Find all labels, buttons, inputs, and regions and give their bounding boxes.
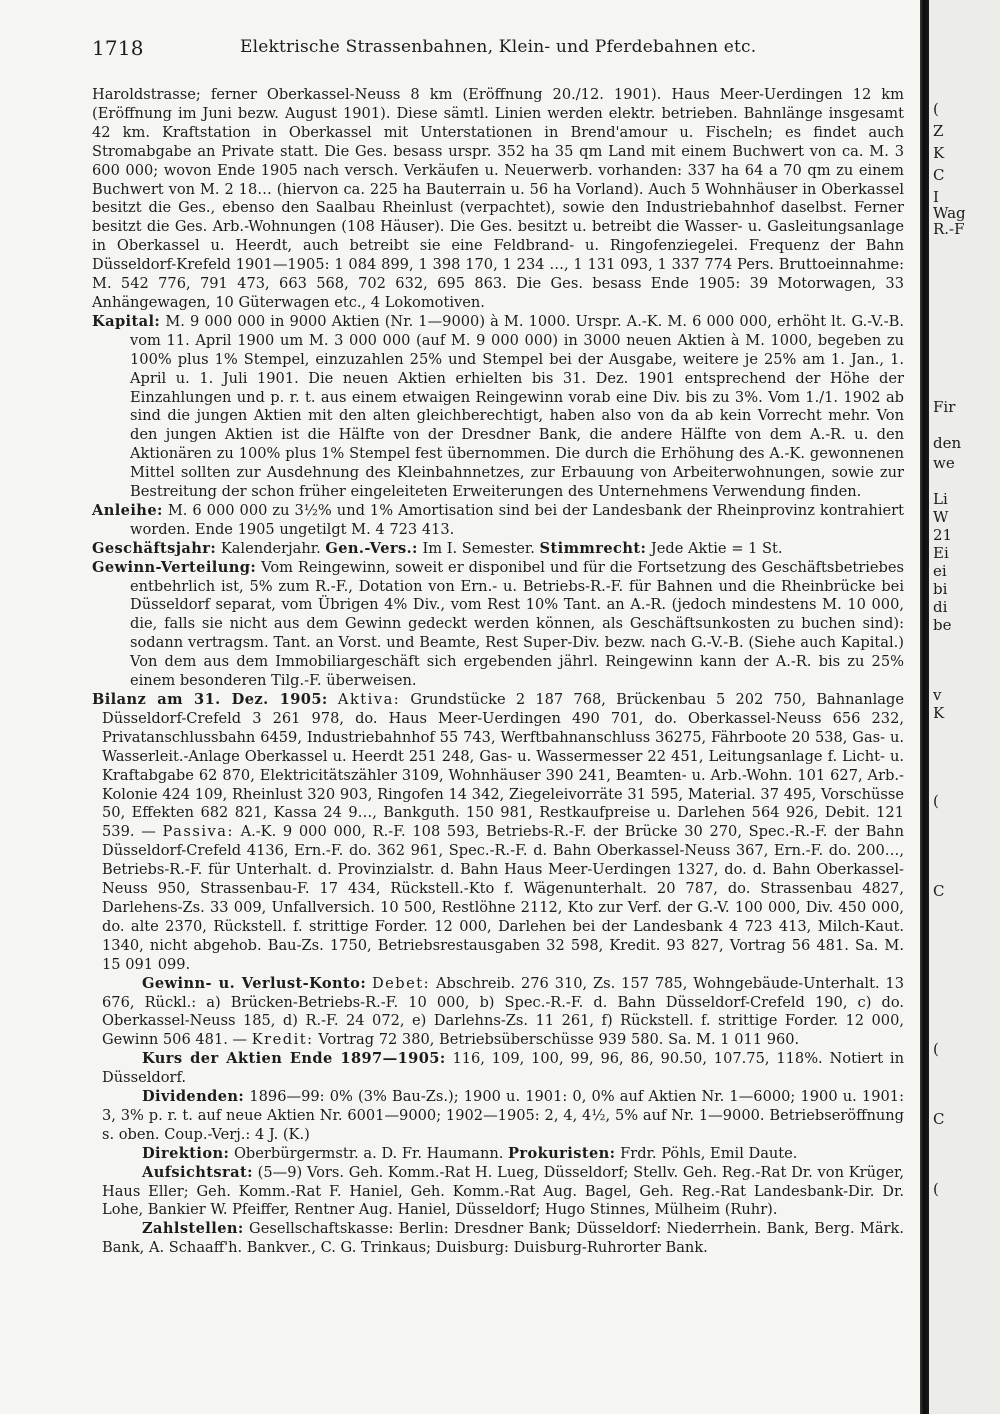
dividenden-section [92,1088,904,1145]
page-number: 1718 [92,36,144,60]
running-title: Elektrische Strassenbahnen, Klein- und Pferdebahnen etc. [240,37,757,57]
right-fragment: C [933,882,945,900]
right-fragment: I [933,188,939,206]
right-fragment: Z [933,122,944,140]
passiva-label: Passiva: [162,823,234,841]
article-body [92,86,904,1258]
anleihe-label: Anleihe: [92,501,163,519]
dir-text: Oberbürgermstr. a. D. Fr. Haumann. [233,1144,504,1162]
passiva-text: A.-K. 9 000 000, R.-F. 108 593, Betriebs-R.-F. der Brücke 30 270, Spec.-R.-F. der Bahn Düsseldorf-Crefeld 4136, Ern.-F. do. 362 961, Spec.-R.-F. d. Bahn Oberkassel-Neuss 367, Ern.-F. do. 200…, Betriebs-R.-F. für Unterhalt. d. Provinzialstr. d. Bahn Haus Meer-Uerdingen 1327, do. d. Bahn Oberkassel-Neuss 950, Strassenbau-F. 17 434, Rückstell.-Kto f. Wägenunterhalt. 20 787, do. Strassenbau 4827, Darlehens-Zs. 33 009, Unfallversich. 10 500, Restlöhne 2112, Kto zur Verf. der G.-V. 100 000, Div. 450 000, do. alte 2370, Rückstell. f. strittige Forder. 12 000, Darlehen bei der Landesbank 4 723 413, Milch-Kaut. 1340, nicht abgehob. Bau-Zs. 1750, Betriebsrestausgaben 32 598, Kredit. 93 827, Vortrag 56 481. Sa. M. 15 091 099. [102,823,905,973]
right-fragment: Wag [933,204,966,222]
right-fragment: K [933,144,945,162]
kapital-label: Kapital: [92,312,161,330]
gewinn-label: Gewinn-Verteilung: [92,558,257,576]
guv-label: Gewinn- u. Verlust-Konto: [142,974,367,992]
gv-label: Gen.-Vers.: [325,539,418,557]
debet-label: Debet: [371,974,431,992]
prok-label: Prokuristen: [508,1144,616,1162]
right-fragment: den [933,434,962,452]
kurs-label: Kurs der Aktien Ende 1897—1905: [142,1050,446,1068]
right-fragment: Li [933,490,948,508]
kurs-text: 116, 109, 100, 99, 96, 86, 90.50, 107.75, 118%. Notiert in Düsseldorf. [102,1050,904,1087]
dir-label: Direktion: [142,1144,230,1162]
right-fragment: K [933,704,945,722]
anleihe-section [92,502,904,540]
right-fragment: W [933,508,949,526]
zahlstellen-section [92,1220,904,1258]
gj-text: Kalenderjahr. [220,539,321,557]
right-fragment: C [933,166,945,184]
right-fragment: 21 [933,526,953,544]
kapital-text: M. 9 000 000 in 9000 Aktien (Nr. 1—9000) à M. 1000. Urspr. A.-K. M. 6 000 000, erhöht lt. G.-V.-B. vom 11. April 1900 um M. 3 000 000 (auf M. 9 000 000) in 3000 neuen Aktien à M. 1000, begeben zu 100% plus 1% Stempel, einzuzahlen 25% und Stempel bei der Ausgabe, weitere je 25% am 1. Jan., 1. April u. 1. Juli 1901. Die neuen Aktien erhielten bis 31. Dez. 1901 entsprechend der Höhe der Einzahlungen und p. r. t. aus einem etwaigen Reingewinn vorab eine Div. bis zu 3%. Vom 1./1. 1902 ab sind die jungen Aktien mit den alten gleichberechtigt, haben also von da ab kein Vorrecht mehr. Von den jungen Aktien ist die Hälfte von der Dresdner Bank, die andere Hälfte von dem A.-R. u. den Aktionären zu 100% plus 1% Stempel fest übernommen. Die durch die Erhöhung des A.-K. gewonnenen Mittel sollten zur Ausdehnung des Kleinbahnnetzes, zur Erbauung von Arbeiterwohnungen, sowie zur Bestreitung der schon früher eingeleiteten Erweiterungen des Unternehmens Verwendung finden. [130,312,905,501]
zahl-label: Zahlstellen: [142,1220,244,1238]
zahl-text: Gesellschaftskasse: Berlin: Dresdner Bank; Düsseldorf: Niederrhein. Bank, Berg. Märk. Bank, A. Schaaff'h. Bankver., C. G. Trinkaus; Duisburg: Duisburg-Ruhrorter Bank. [102,1220,905,1257]
geschaeftsjahr-line [92,540,904,559]
kapital-section [92,313,904,502]
right-fragment: bi [933,580,948,598]
kurs-section [92,1050,904,1088]
guv-section [92,975,904,1051]
kredit-label: Kredit: [251,1031,314,1049]
right-fragment: di [933,598,948,616]
book-spine-shadow [920,0,929,1414]
stimm-label: Stimmrecht: [539,539,647,557]
gewinn-text: Vom Reingewinn, soweit er disponibel und für die Fortsetzung des Geschäftsbetriebes entbehrlich ist, 5% zum R.-F., Dotation von Ern.- u. Betriebs-R.-F. für Bahnen und die Rheinbrücke bei Düsseldorf separat, vom Übrigen 4% Div., vom Rest 10% Tant. an A.-R. (jedoch mindestens M. 10 000, die, falls sie nicht aus dem Gewinn gedeckt werden können, als Geschäftsunkosten zu buchen sind): sodann vertragsm. Tant. an Vorst. und Beamte, Rest Super-Div. bezw. nach G.-V.-B. (Siehe auch Kapital.) Von dem aus dem Immobiliargeschäft sich ergebenden jährl. Reingewinn kann der A.-R. bis zu 25% einem besonderen Tilg.-F. überweisen. [130,558,904,690]
right-fragment: ( [933,100,939,118]
gewinn-section [92,559,904,691]
right-fragment: C [933,1110,945,1128]
right-fragment: Fir [933,398,956,416]
ar-text: (5—9) Vors. Geh. Komm.-Rat H. Lueg, Düsseldorf; Stellv. Geh. Reg.-Rat Dr. von Krüger, Haus Eller; Geh. Komm.-Rat F. Haniel, Geh. Komm.-Rat Aug. Bagel, Geh. Reg.-Rat Landesbank-Dir. Dr. Lohe, Bankier W. Pfeiffer, Rentner Aug. Haniel, Düsseldorf; Hugo Stinnes, Mülheim (Ruhr). [102,1163,904,1219]
aktiva-label: Aktiva: [337,691,401,708]
right-fragment: Ei [933,544,949,562]
debet-text: Abschreib. 276 310, Zs. 157 785, Wohngebäude-Unterhalt. 13 676, Rückl.: a) Brücken-Betriebs-R.-F. 10 000, b) Spec.-R.-F. d. Bahn Düsseldorf-Crefeld 190, c) do. Oberkassel-Neuss 185, d) R.-F. 24 072, e) Darlehns-Zs. 11 261, f) Rückstell. f. strittige Forder. 12 000, Gewinn 506 481. — [102,974,905,1049]
prok-text: Frdr. Pöhls, Emil Daute. [620,1144,798,1162]
bilanz-label: Bilanz am 31. Dez. 1905: [92,691,328,708]
right-fragment: we [933,454,955,472]
right-page-fragment [929,0,1000,1414]
kredit-text: Vortrag 72 380, Betriebsüberschüsse 939 580. Sa. M. 1 011 960. [318,1031,800,1049]
aufsichtsrat-section [92,1164,904,1221]
aktiva-text: Grundstücke 2 187 768, Brückenbau 5 202 750, Bahnanlage Düsseldorf-Crefeld 3 261 978, do. Haus Meer-Uerdingen 490 701, do. Oberkassel-Neuss 656 232, Privatanschlussbahn 6459, Industriebahnhof 55 743, Werftbahnanschluss 36275, Fährboote 20 538, Gas- u. Wasserleit.-Anlage Oberkassel u. Heerdt 251 248, Gas- u. Wassermesser 22 451, Leitungsanlage f. Licht- u. Kraftabgabe 62 870, Elektricitätszähler 3109, Wohnhäuser 390 241, Beamten- u. Arb.-Wohn. 101 627, Arb.-Kolonie 424 109, Rheinlust 320 903, Ringofen 14 342, Ziegeleivorräte 31 595, Material. 37 495, Vorschüsse 50, Effekten 682 821, Kassa 24 9…, Bankguth. 150 981, Restkaufpreise u. Darlehen 564 926, Debit. 121 539. — [102,691,904,841]
direktion-line [92,1145,904,1164]
right-fragment: ( [933,792,939,810]
right-fragment: ei [933,562,947,580]
right-fragment: R.-F [933,220,965,238]
ar-label: Aufsichtsrat: [142,1163,253,1181]
right-fragment: v [933,686,942,704]
right-fragment: be [933,616,952,634]
anleihe-text: M. 6 000 000 zu 3½% und 1% Amortisation sind bei der Landesbank der Rheinprovinz kontrahiert worden. Ende 1905 ungetilgt M. 4 723 413. [130,501,904,538]
gj-label: Geschäftsjahr: [92,539,217,557]
intro-paragraph: Haroldstrasse; ferner Oberkassel-Neuss 8 km (Eröffnung 20./12. 1901). Haus Meer-Uerdingen 12 km (Eröffnung im Juni bezw. August 1901). Diese sämtl. Linien werden elektr. betrieben. Bahnlänge insgesamt 42 km. Kraftstation in Oberkassel mit Unterstationen in Brend'amour u. Fischeln; es findet auch Stromabgabe an Private statt. Die Ges. besass urspr. 352 ha 35 qm Land mit einem Buchwert von ca. M. 3 600 000; wovon Ende 1905 nach versch. Verkäufen u. Neuerwerb. vorhanden: 337 ha 64 a 70 qm zu einem Buchwert von M. 2 18… (hiervon ca. 225 ha Bauterrain u. 56 ha Vorland). Auch 5 Wohnhäuser in Oberkassel besitzt die Ges., ebenso den Saalbau Rheinlust (verpachtet), sowie den Industriebahnhof daselbst. Ferner besitzt die Ges. Arb.-Wohnungen (108 Häuser). Die Ges. besitzt u. betreibt die Wasser- u. Gasleitungsanlage in Oberkassel u. Heerdt, auch betreibt sie eine Feldbrand- u. Ringofenziegelei. Frequenz der Bahn Düsseldorf-Krefeld 1901—1905: 1 084 899, 1 398 170, 1 234 …, 1 131 093, 1 337 774 Pers. Bruttoeinnahme: M. 542 776, 791 473, 663 568, 702 632, 695 863. Die Ges. besass Ende 1905: 39 Motorwagen, 33 Anhängewagen, 10 Güterwagen etc., 4 Lokomotiven. [92,86,904,311]
right-fragment: ( [933,1180,939,1198]
div-label: Dividenden: [142,1088,245,1106]
stimm-text: Jede Aktie = 1 St. [650,539,783,557]
bilanz-section [92,691,904,975]
div-text: 1896—99: 0% (3% Bau-Zs.); 1900 u. 1901: 0, 0% auf Aktien Nr. 1—6000; 1900 u. 1901: 3, 3% p. r. t. auf neue Aktien Nr. 6001—9000; 1902—1905: 2, 4, 4½, 5% auf Nr. 1—9000. Betriebseröffnung s. oben. Coup.-Verj.: 4 J. (K.) [102,1088,904,1143]
gv-text: Im I. Semester. [422,539,535,557]
right-fragment: ( [933,1040,939,1058]
